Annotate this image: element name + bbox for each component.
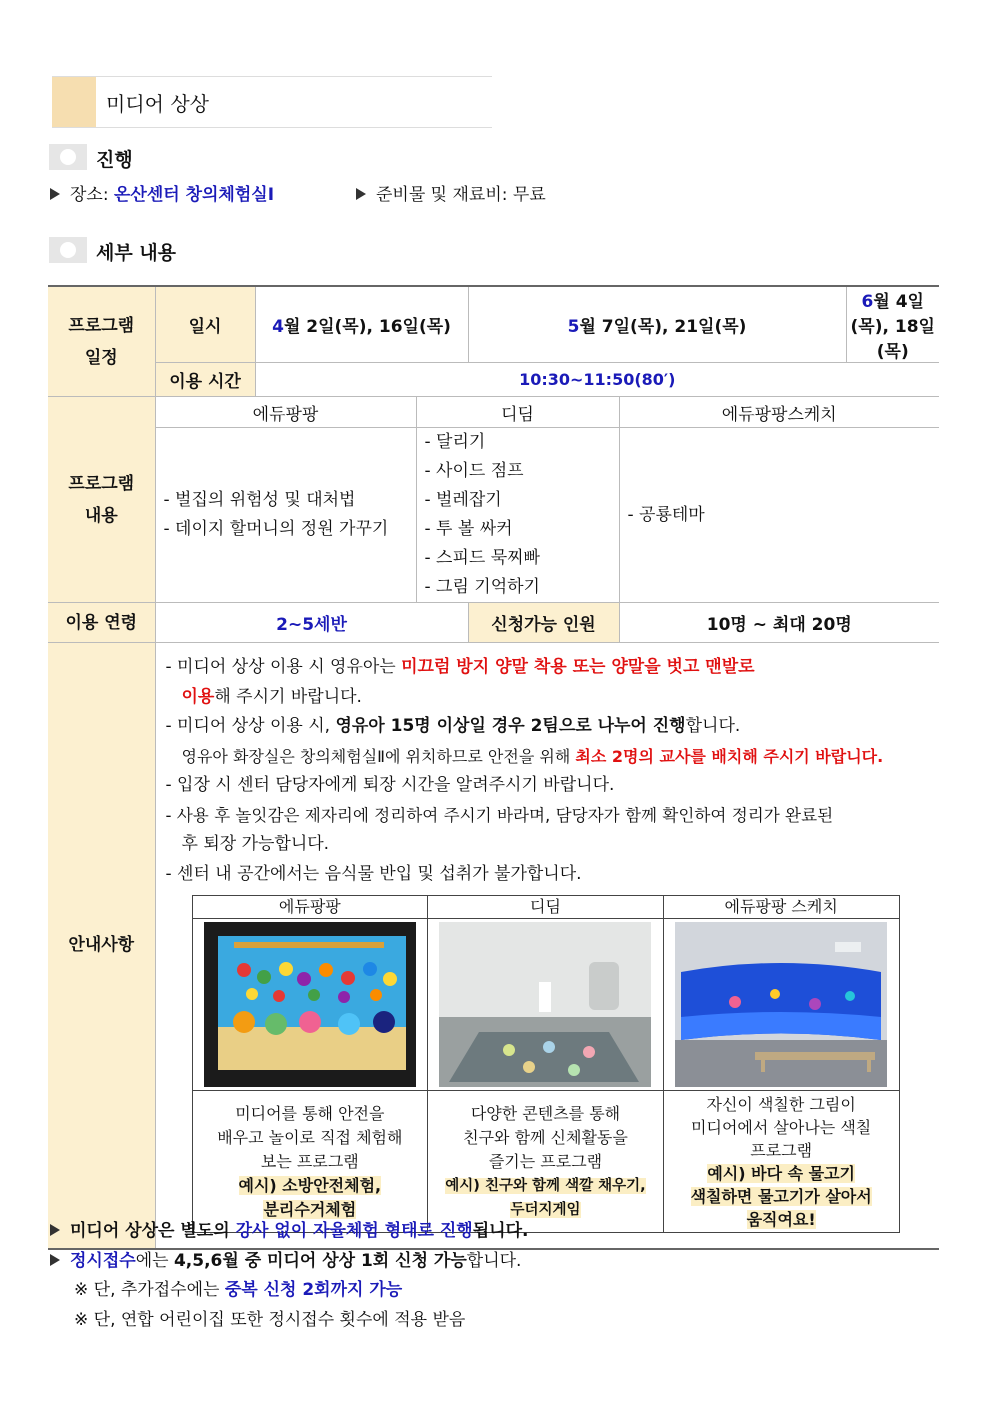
- list-item: - 투 볼 싸커: [424, 519, 513, 539]
- footer-notes: 미디어 상상은 별도의 강사 없이 자율체험 형태로 진행됩니다. 정시접수에는 4,5,6월 중 미디어 상상 1회 신청 가능합니다. ※ 단, 추가접수에는 중복 신청 2회까지 가능 ※ 단, 연합 어린이집 또한 정시접수 횟수에 적용 받음: [50, 1217, 950, 1335]
- program-col-sketch: 에듀팡팡스케치: [619, 397, 939, 428]
- section-title-details: 세부 내용: [96, 242, 177, 264]
- triangle-bullet-icon: [50, 1224, 60, 1236]
- triangle-bullet-icon: [50, 1254, 60, 1266]
- title-bar: [52, 76, 492, 128]
- program-table: [48, 285, 939, 1250]
- date-label: 일시: [155, 286, 255, 363]
- capacity-value: 10명 ~ 최대 20명: [619, 603, 939, 643]
- time-label: 이용 시간: [155, 363, 255, 397]
- program-items-edupangpang: [155, 428, 416, 603]
- list-item: - 달리기: [424, 432, 486, 452]
- gallery-header: 에듀팡팡: [192, 896, 428, 919]
- page-title: 미디어 상상: [106, 92, 209, 116]
- triangle-bullet-icon: [356, 188, 366, 200]
- list-item: - 데이지 할머니의 정원 가꾸기: [163, 519, 389, 539]
- circle-icon: [60, 242, 76, 258]
- notice-content: [155, 643, 939, 1249]
- date-june: 6월 4일(목), 18일(목): [846, 286, 939, 363]
- gallery-header: 디딤: [428, 896, 664, 919]
- photo-edupangpang: [192, 919, 428, 1091]
- program-col-didim: 디딤: [416, 397, 619, 428]
- section-title-progress: 진행: [96, 149, 133, 171]
- program-gallery: [192, 895, 900, 1233]
- triangle-bullet-icon: [50, 188, 60, 200]
- list-item: - 공룡테마: [627, 504, 705, 525]
- capacity-label: 신청가능 인원: [468, 603, 619, 643]
- program-label: 프로그램 내용: [48, 397, 155, 603]
- photo-sketch: [663, 919, 899, 1091]
- materials-info: [356, 180, 546, 205]
- list-item: - 스피드 묵찌빠: [424, 548, 540, 568]
- place-value: 온산센터 창의체험실Ⅰ: [113, 185, 275, 205]
- caption-didim: 다양한 콘텐츠를 통해 친구와 함께 신체활동을 즐기는 프로그램 예시) 친구와 함께 색깔 채우기, 두더지게임: [428, 1091, 664, 1233]
- schedule-label: 프로그램 일정: [48, 286, 155, 397]
- list-item: - 그림 기억하기: [424, 577, 540, 597]
- age-label: 이용 연령: [48, 603, 155, 643]
- list-item: - 벌집의 위험성 및 대처법: [163, 490, 356, 510]
- section-header-details: [49, 237, 349, 263]
- title-accent: [52, 77, 96, 127]
- caption-sketch: 자신이 색칠한 그림이 미디어에서 살아나는 색칠 프로그램 예시) 바다 속 물고기 색칠하면 물고기가 살아서 움직여요!: [663, 1091, 899, 1233]
- materials-text: 준비물 및 재료비: 무료: [376, 185, 546, 205]
- program-col-edupangpang: 에듀팡팡: [155, 397, 416, 428]
- program-items-didim: [416, 428, 619, 603]
- date-april: 4월 2일(목), 16일(목): [255, 286, 468, 363]
- program-items-sketch: [619, 428, 939, 603]
- circle-icon: [60, 149, 76, 165]
- gallery-header: 에듀팡팡 스케치: [663, 896, 899, 919]
- caption-edupangpang: 미디어를 통해 안전을 배우고 놀이로 직접 체험해 보는 프로그램 예시) 소방안전체험, 분리수거체험: [192, 1091, 428, 1233]
- place-label: 장소:: [70, 185, 114, 205]
- date-may: 5월 7일(목), 21일(목): [468, 286, 846, 363]
- place-info: [50, 180, 274, 205]
- notice-label: 안내사항: [48, 643, 155, 1249]
- list-item: - 벌레잡기: [424, 490, 502, 510]
- age-value: 2~5세반: [155, 603, 468, 643]
- photo-didim: [428, 919, 664, 1091]
- list-item: - 사이드 점프: [424, 461, 524, 481]
- section-header-progress: [49, 144, 349, 170]
- notice-text: - 미디어 상상 이용 시 영유아는 미끄럼 방지 양말 착용 또는 양말을 벗고 맨발로 이용해 주시기 바랍니다. - 미디어 상상 이용 시, 영유아 15명 이상일 경우 2팀으로 나누어 진행합니다. 영유아 화장실은 창의체험실Ⅱ에 위치하므로 안전을 위해 최소 2명의 교사를 배치해 주시기 바랍니다. - 입장 시 센터 담당자에게 퇴장 시간을 알려주시기 바랍니다. - 사용 후 놀잇감은 제자리에 정리하여 주시기 바라며, 담당자가 함께 확인하여 정리가 완료된 후 퇴장 가능합니다. - 센터 내 공간에서는 음식물 반입 및 섭취가 불가합니다.: [165, 657, 884, 884]
- time-value: 10:30~11:50(80′): [255, 363, 939, 397]
